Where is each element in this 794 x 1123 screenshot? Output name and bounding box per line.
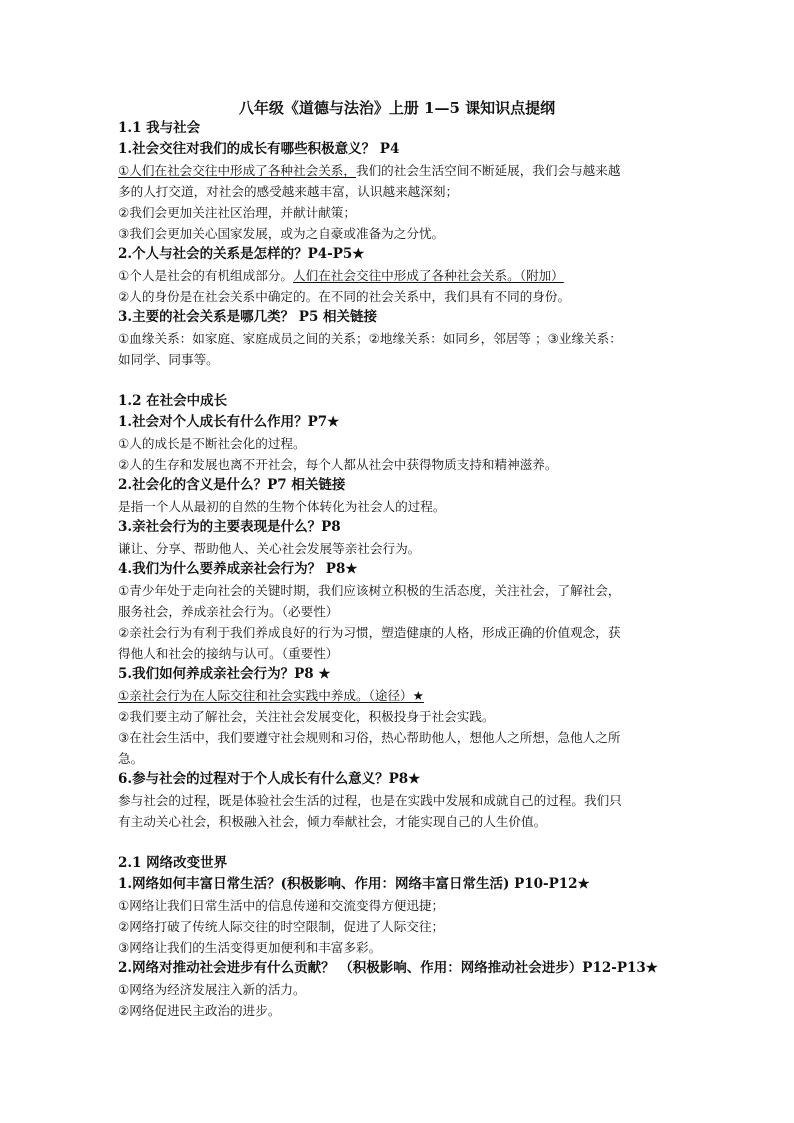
answer-line [118,979,678,1000]
answer-line [118,454,678,475]
question-heading [118,475,678,496]
line-text: 有主动关心社会，积极融入社会，倾力奉献社会，才能实现自己的人生价值。 [118,814,547,829]
answer-line [118,181,678,202]
line-text: 2.社会化的含义是什么？P7 相关链接 [118,477,346,493]
line-text: ②我们要主动了解社会，关注社会发展变化，积极投身于社会实践。 [118,709,495,724]
line-text: ③在社会生活中，我们要遵守社会规则和习俗，热心帮助他人，想他人之所想，急他人之所 [118,730,621,745]
line-text: 多的人打交道，对社会的感受越来越丰富，认识越来越深刻； [118,184,459,199]
line-text: 6.参与社会的过程对于个人成长有什么意义？P8★ [118,771,421,787]
question-heading [118,769,678,790]
line-text: 参与社会的过程，既是体验社会生活的过程，也是在实践中发展和成就自己的过程。我们只 [118,793,622,808]
answer-line [118,937,678,958]
line-text: ③我们会更加关心国家发展，或为之自豪或准备为之分忧。 [118,226,445,241]
line-text: ①人的成长是不断社会化的过程。 [118,436,306,451]
underlined-text: ①人们在社会交往中形成了各种社会关系， [118,163,356,178]
line-text: 服务社会，养成亲社会行为。（必要性） [118,604,339,619]
line-text: 2.网络对推动社会进步有什么贡献？ （积极影响、作用：网络推动社会进步）P12-P13★ [118,960,658,976]
question-heading [118,412,678,433]
question-heading [118,307,678,328]
line-text: 4.我们为什么要养成亲社会行为？ P8★ [118,561,358,577]
line-text: ①个人是社会的有机组成部分。 [118,268,294,283]
line-text: 3.亲社会行为的主要表现是什么？P8 [118,519,341,535]
underlined-text: 人们在社会交往中形成了各种社会关系。（附加） [293,268,564,283]
section-heading [118,118,678,139]
answer-line [118,496,678,517]
line-text: ①血缘关系：如家庭、家庭成员之间的关系；②地缘关系：如同乡，邻居等 ；③业缘关系： [118,331,622,346]
line-text: ③网络让我们的生活变得更加便利和丰富多彩。 [118,940,382,955]
answer-line [118,790,678,811]
line-text: 1.2 在社会中成长 [118,393,228,409]
line-text: 得他人和社会的接纳与认可。（重要性） [118,646,339,661]
line-text: 1.社会交往对我们的成长有哪些积极意义？ P4 [118,141,400,157]
question-heading [118,874,678,895]
section-heading [118,391,678,412]
line-text: ①网络让我们日常生活中的信息传递和交流变得方便迅捷； [118,898,445,913]
line-text: ②网络促进民主政治的进步。 [118,1003,281,1018]
answer-line [118,895,678,916]
answer-line [118,916,678,937]
line-text: ②我们会更加关注社区治理，并献计献策； [118,205,356,220]
question-heading [118,664,678,685]
line-text: ②网络打破了传统人际交往的时空限制，促进了人际交往； [118,919,445,934]
line-text: 如同学、同事等。 [118,352,219,367]
line-text: 2.个人与社会的关系是怎样的？P4-P5★ [118,246,365,262]
answer-line [118,685,678,706]
question-heading [118,559,678,580]
question-heading [118,517,678,538]
answer-line [118,328,678,349]
answer-line [118,622,678,643]
line-text: 我们的社会生活空间不断延展，我们会与越来越 [355,163,621,178]
answer-line [118,601,678,622]
answer-line [118,202,678,223]
line-text: 5.我们如何养成亲社会行为？P8 ★ [118,666,331,682]
answer-line [118,538,678,559]
answer-line [118,811,678,832]
answer-line [118,1000,678,1021]
answer-line [118,223,678,244]
answer-line [118,580,678,601]
line-text: ②人的身份是在社会关系中确定的。在不同的社会关系中，我们具有不同的身份。 [118,289,571,304]
blank-line [118,832,678,853]
document-body [118,118,678,1021]
line-text: 是指一个人从最初的自然的生物个体转化为社会人的过程。 [118,499,446,514]
line-text: 2.1 网络改变世界 [118,855,228,871]
answer-line [118,727,678,748]
line-text: 急。 [118,751,144,766]
line-text: 谦让、分享、帮助他人、关心社会发展等亲社会行为。 [118,541,421,556]
answer-line [118,286,678,307]
line-text: 3.主要的社会关系是哪几类？ P5 相关链接 [118,309,378,325]
line-text: ②亲社会行为有利于我们养成良好的行为习惯，塑造健康的人格，形成正确的价值观念，获 [118,625,621,640]
answer-line [118,643,678,664]
answer-line [118,748,678,769]
line-text: 1.网络如何丰富日常生活？(积极影响、作用：网络丰富日常生活) P10-P12★ [118,876,590,892]
section-heading [118,853,678,874]
answer-line [118,160,678,181]
line-text: ①网络为经济发展注入新的活力。 [118,982,306,997]
question-heading [118,139,678,160]
line-text: ②人的生存和发展也离不开社会，每个人都从社会中获得物质支持和精神滋养。 [118,457,558,472]
line-text: ①青少年处于走向社会的关键时期，我们应该树立积极的生活态度，关注社会，了解社会， [118,583,621,598]
underlined-text: ①亲社会行为在人际交往和社会实践中养成。（途径）★ [118,688,424,703]
line-text: 1.1 我与社会 [118,120,201,136]
question-heading [118,244,678,265]
blank-line [118,370,678,391]
answer-line [118,349,678,370]
answer-line [118,433,678,454]
answer-line [118,265,678,286]
answer-line [118,706,678,727]
document-title: 八年级《道德与法治》上册 1—5 课知识点提纲 [238,99,556,117]
line-text: 1.社会对个人成长有什么作用？P7★ [118,414,340,430]
question-heading [118,958,678,979]
